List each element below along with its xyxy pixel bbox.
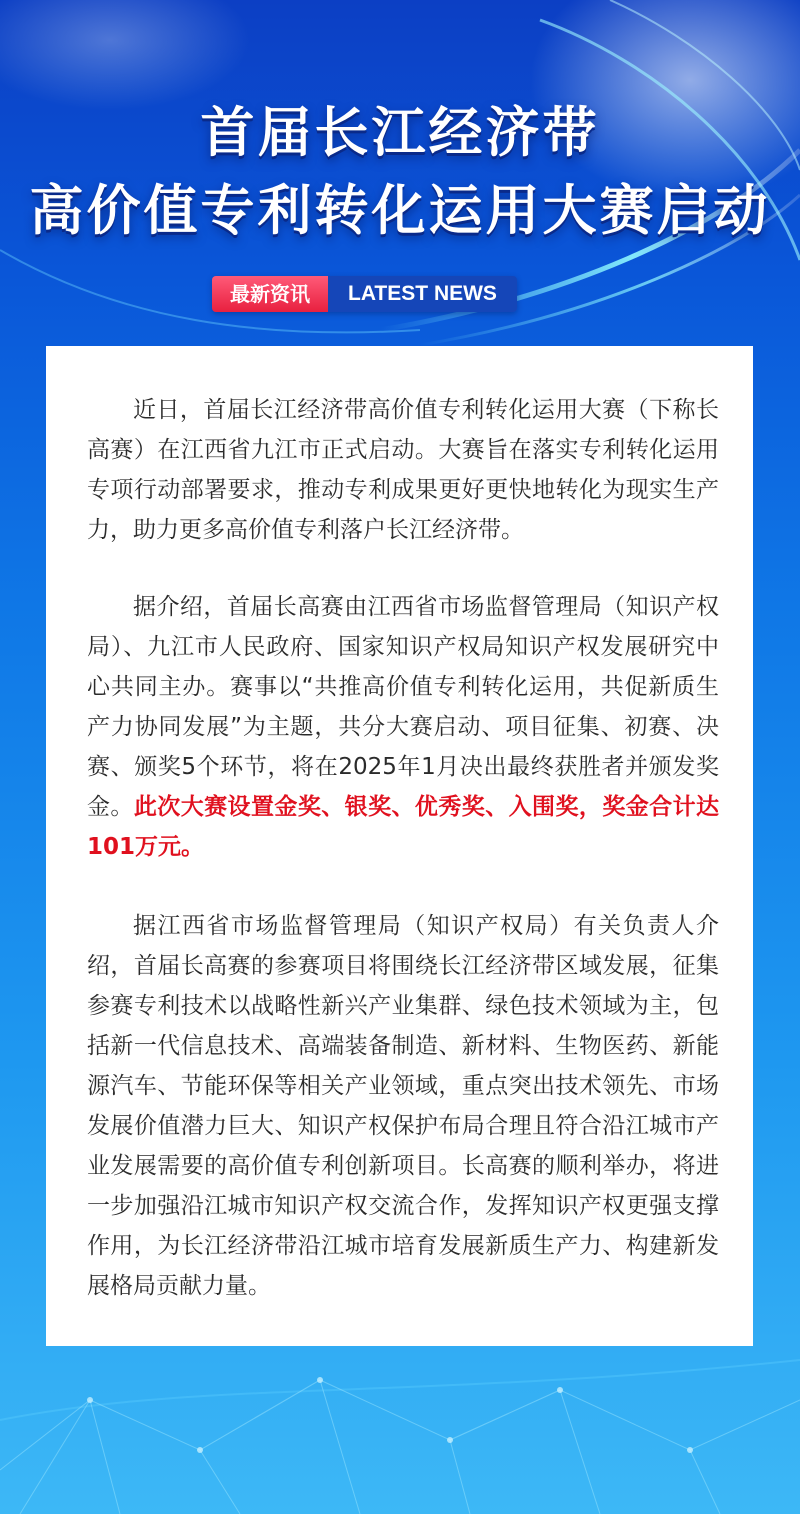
article-paragraph-2	[87, 587, 719, 867]
page-title-line-1: 首届长江经济带	[200, 101, 600, 164]
tag-label-en: LATEST NEWS	[328, 276, 517, 312]
prize-highlight: 此次大赛设置金奖、银奖、优秀奖、入围奖，奖金合计达101万元。	[87, 794, 720, 860]
article-paragraph-1: 近日，首届长江经济带高价值专利转化运用大赛（下称长高赛）在江西省九江市正式启动。大赛旨在落实专利转化运用专项行动部署要求，推动专利成果更好更快地转化为现实生产力，助力更多高价值专利落户长江经济带。	[87, 397, 719, 543]
article-card	[46, 346, 753, 1346]
page-title-line-2: 高价值专利转化运用大赛启动	[29, 179, 771, 242]
paragraph-2-text: 据介绍，首届长高赛由江西省市场监督管理局（知识产权局）、九江市人民政府、国家知识产权局知识产权发展研究中心共同主办。赛事以“共推高价值专利转化运用，共促新质生产力协同发展”为主题，共分大赛启动、项目征集、初赛、决赛、颁奖5个环节，将在2025年1月决出最终获胜者并颁发奖金。	[87, 594, 719, 820]
tag-label-cn: 最新资讯	[212, 276, 328, 312]
latest-news-tag	[212, 276, 517, 312]
article-paragraph-3: 据江西省市场监督管理局（知识产权局）有关负责人介绍，首届长高赛的参赛项目将围绕长江经济带区域发展，征集参赛专利技术以战略性新兴产业集群、绿色技术领域为主，包括新一代信息技术、高端装备制造、新材料、生物医药、新能源汽车、节能环保等相关产业领域，重点突出技术领先、市场发展价值潜力巨大、知识产权保护布局合理且符合沿江城市产业发展需要的高价值专利创新项目。长高赛的顺利举办，将进一步加强沿江城市知识产权交流合作，发挥知识产权更强支撑作用，为长江经济带沿江城市培育发展新质生产力、构建新发展格局贡献力量。	[87, 913, 719, 1299]
